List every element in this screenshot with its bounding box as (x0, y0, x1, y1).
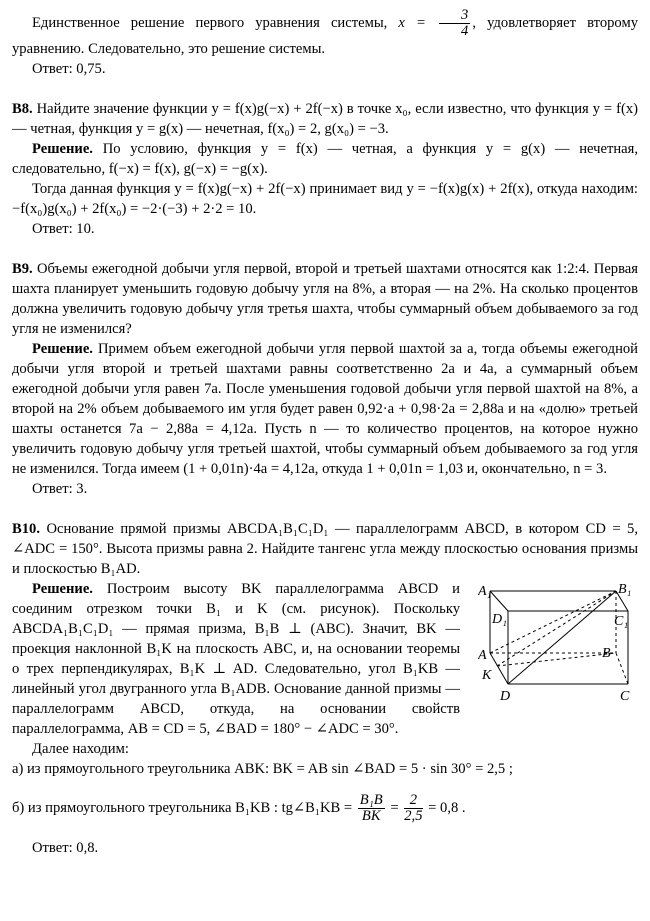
edge-bc (616, 653, 628, 684)
spacer (12, 239, 638, 259)
step-b-fraction-1 (358, 793, 385, 824)
label-c1: C₁ (614, 614, 629, 629)
label-a: A (478, 648, 487, 663)
b8-solution-1 (12, 139, 638, 179)
spacer (12, 499, 638, 519)
label-k: K (482, 668, 492, 683)
b9-solution-text: Примем объем ежегодной добычи угля первой шахтой за a, тогда объемы ежегодной добычи угля второй и третьей шахтами равны соответственно 2a и 4a, а суммарный объем ежегодной добычи угля равен 7a. После уменьшения годовой добычи угля первой шахтой на 8%, а второй на 2% объем добываемого им угля будет равен 0,92·a + 0,98·2a = 2,88a и на «долю» третьей шахты останется 7a − 2,88a = 4,12a. Пусть n — то количество процентов, на которое нужно увеличить годовую добычу угля третьей шахтой, чтобы суммарный объем добываемого за год угля не изменился. Тогда имеем (1 + 0,01n)·4a = 4,12a, откуда 1 + 0,01n = 1,03 и, окончательно, n = 3. (12, 341, 638, 477)
b8-solution-2: Тогда данная функция y = f(x)g(−x) + 2f(−x) принимает вид y = −f(x)g(x) + 2f(x), откуда находим: −f(x₀)g(x₀) + 2f(x₀) = −2·(−3) + 2·2 = 10. (12, 181, 638, 217)
fraction-numerator: 2 (404, 793, 422, 809)
fraction-numerator: B₁B (359, 792, 383, 808)
label-d1: D₁ (492, 612, 507, 627)
spacer (12, 779, 638, 793)
b10-solution-block (12, 579, 638, 739)
label-d: D (500, 689, 511, 704)
fraction-denominator: 4 (461, 23, 469, 39)
b10-solution-label: Решение. (32, 581, 93, 597)
b9-solution (12, 339, 638, 479)
b8-label: B8. (12, 101, 33, 117)
spacer (12, 824, 638, 838)
b10-step-b (12, 793, 638, 824)
b9-answer: Ответ: 3. (32, 481, 88, 497)
b9-task (12, 259, 638, 339)
b10-answer: Ответ: 0,8. (32, 840, 99, 856)
fraction-denominator: BK (361, 808, 381, 824)
b8-answer: Ответ: 10. (32, 221, 95, 237)
b9-task-text: Объемы ежегодной добычи угля первой, второй и третьей шахтами относятся как 1:2:4. Первая шахта планирует уменьшить годовую добычу угля на 8%, а вторая — на 2%. На сколько процентов должна увеличить годовую добычу угля третья шахта, чтобы суммарный объем добываемого за год угля не изменился? (12, 261, 638, 337)
b10-task (12, 519, 638, 579)
b8-task-text: Найдите значение функции y = f(x)g(−x) + 2f(−x) в точке x₀, если известно, что функция y = f(x) — четная, функция y = g(x) — нечетная, f(x₀) = 2, g(x₀) = −3. (12, 101, 638, 137)
step-b-result: = 0,8 . (428, 799, 466, 816)
step-b-equals: = (390, 799, 399, 816)
b8-task (12, 99, 638, 139)
segment-ab1 (490, 591, 616, 653)
intro-variable: x = (398, 14, 426, 31)
intro-text: Единственное решение первого уравнения системы, (32, 14, 388, 31)
b10-task-text: Основание прямой призмы ABCDA₁B₁C₁D₁ — параллелограмм ABCD, в котором CD = 5, ∠ADC = 150°. Высота призмы равна 2. Найдите тангенс угла между плоскостью основания призмы и плоскостью B₁AD. (12, 521, 638, 577)
b10-further: Далее находим: (32, 741, 129, 757)
edge-a1d1 (490, 591, 508, 611)
b9-label: B9. (12, 261, 33, 277)
step-b-fraction-2 (404, 793, 422, 824)
diag-b1d (508, 591, 616, 684)
b9-solution-label: Решение. (32, 341, 93, 357)
step-b-text: б) из прямоугольного треугольника B₁KB : tg∠B₁KB = (12, 799, 353, 816)
segment-b1k (497, 591, 616, 666)
label-b1: B₁ (618, 582, 632, 597)
label-c: C (620, 689, 630, 704)
label-b: B (602, 646, 611, 661)
b10-solution-text: Построим высоту BK параллелограмма ABCD и соединим отрезком точки B₁ и K (см. рисунок). Поскольку ABCDA₁B₁C₁D₁ — прямая призма, B₁B ⊥ (ABC). Значит, BK — проекция наклонной B₁K на плоскость ABC, и, на основании теоремы о трех перпендикулярах, B₁K ⊥ AD. Следовательно, угол B₁KB — линейный угол двугранного угла B₁ADB. Основание данной призмы — параллелограмм ABCD, откуда, на основании свойств параллелограмма, AB = CD = 5, ∠BAD = 180° − ∠ADC = 30°. (12, 581, 460, 737)
intro-answer: Ответ: 0,75. (32, 61, 106, 77)
b10-solution (12, 579, 460, 739)
fraction-denominator: 2,5 (404, 808, 423, 824)
fraction-numerator: 3 (439, 8, 470, 24)
document-page (12, 8, 638, 858)
b8-solution-text-1: По условию, функция y = f(x) — четная, а функция y = g(x) — нечетная, следовательно, f(−x) = f(x), g(−x) = −g(x). (12, 141, 638, 177)
b10-label: B10. (12, 521, 40, 537)
b10-step-a: а) из прямоугольного треугольника ABK: BK = AB sin ∠BAD = 5 · sin 30° = 2,5 ; (12, 761, 513, 777)
intro-paragraph (12, 8, 638, 59)
spacer (12, 79, 638, 99)
prism-figure (478, 581, 638, 711)
intro-fraction (439, 8, 470, 39)
b8-solution-label: Решение. (32, 141, 93, 157)
edge-ad (490, 653, 508, 684)
label-a1: A₁ (478, 584, 492, 599)
intro-text-cont: , удовлетворяет второму уравнению. Следовательно, это решение системы. (12, 14, 638, 57)
